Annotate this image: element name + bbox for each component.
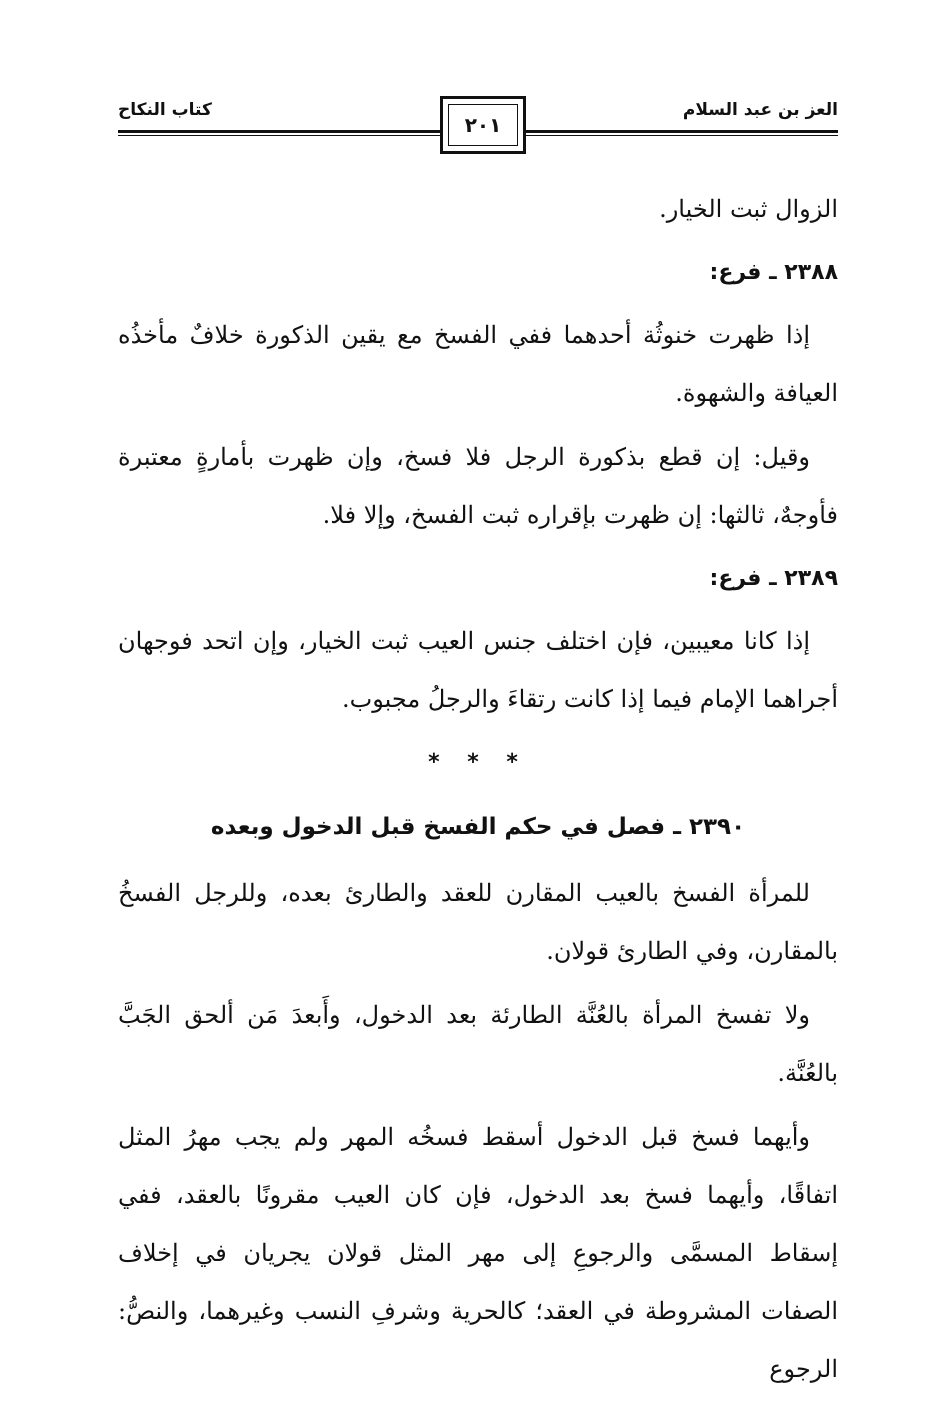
paragraph: للمرأة الفسخ بالعيب المقارن للعقد والطارئ بعده، وللرجل الفسخُ بالمقارن، وفي الطارئ قولان. <box>118 879 838 965</box>
paragraph: إذا ظهرت خنوثُة أحدهما ففي الفسخ مع يقين الذكورة خلافٌ مأخذُه العيافة والشهوة. <box>118 321 838 407</box>
page-number-box <box>440 96 526 154</box>
paragraph: الزوال ثبت الخيار. <box>659 195 838 223</box>
book-running-title: كتاب النكاح <box>118 100 212 120</box>
page-number: ٢٠١ <box>448 104 518 146</box>
section-separator: * * * <box>428 750 528 775</box>
section-title: ٢٣٩٠ ـ فصل في حكم الفسخ قبل الدخول وبعده <box>210 814 746 840</box>
author-running-title: العز بن عبد السلام <box>682 100 838 120</box>
page-body <box>118 180 838 1404</box>
branch-heading: ٢٣٨٩ ـ فرع: <box>709 566 838 591</box>
branch-heading: ٢٣٨٨ ـ فرع: <box>709 260 838 285</box>
paragraph: ولا تفسخ المرأة بالعُنَّة الطارئة بعد الدخول، وأَبعدَ مَن ألحق الجَبَّ بالعُنَّة. <box>118 1001 838 1087</box>
page-header <box>118 92 838 162</box>
paragraph: وأيهما فسخ قبل الدخول أسقط فسخُه المهر ولم يجب مهرُ المثل اتفاقًا، وأيهما فسخ بعد الدخول، فإن كان العيب مقرونًا بالعقد، ففي إسقاط المسمَّى والرجوعِ إلى مهر المثل قولان يجريان في إخلاف الصفات المشروطة في العقد؛ كالحرية وشرفِ النسب وغيرهما، والنصُّ: الرجوع <box>118 1123 838 1383</box>
paragraph: وقيل: إن قطع بذكورة الرجل فلا فسخ، وإن ظهرت بأمارةٍ معتبرة فأوجهٌ، ثالثها: إن ظهرت بإقراره ثبت الفسخ، وإلا فلا. <box>118 443 838 529</box>
paragraph: إذا كانا معيبين، فإن اختلف جنس العيب ثبت الخيار، وإن اتحد فوجهان أجراهما الإمام فيما إذا كانت رتقاءَ والرجلُ مجبوب. <box>118 627 838 713</box>
